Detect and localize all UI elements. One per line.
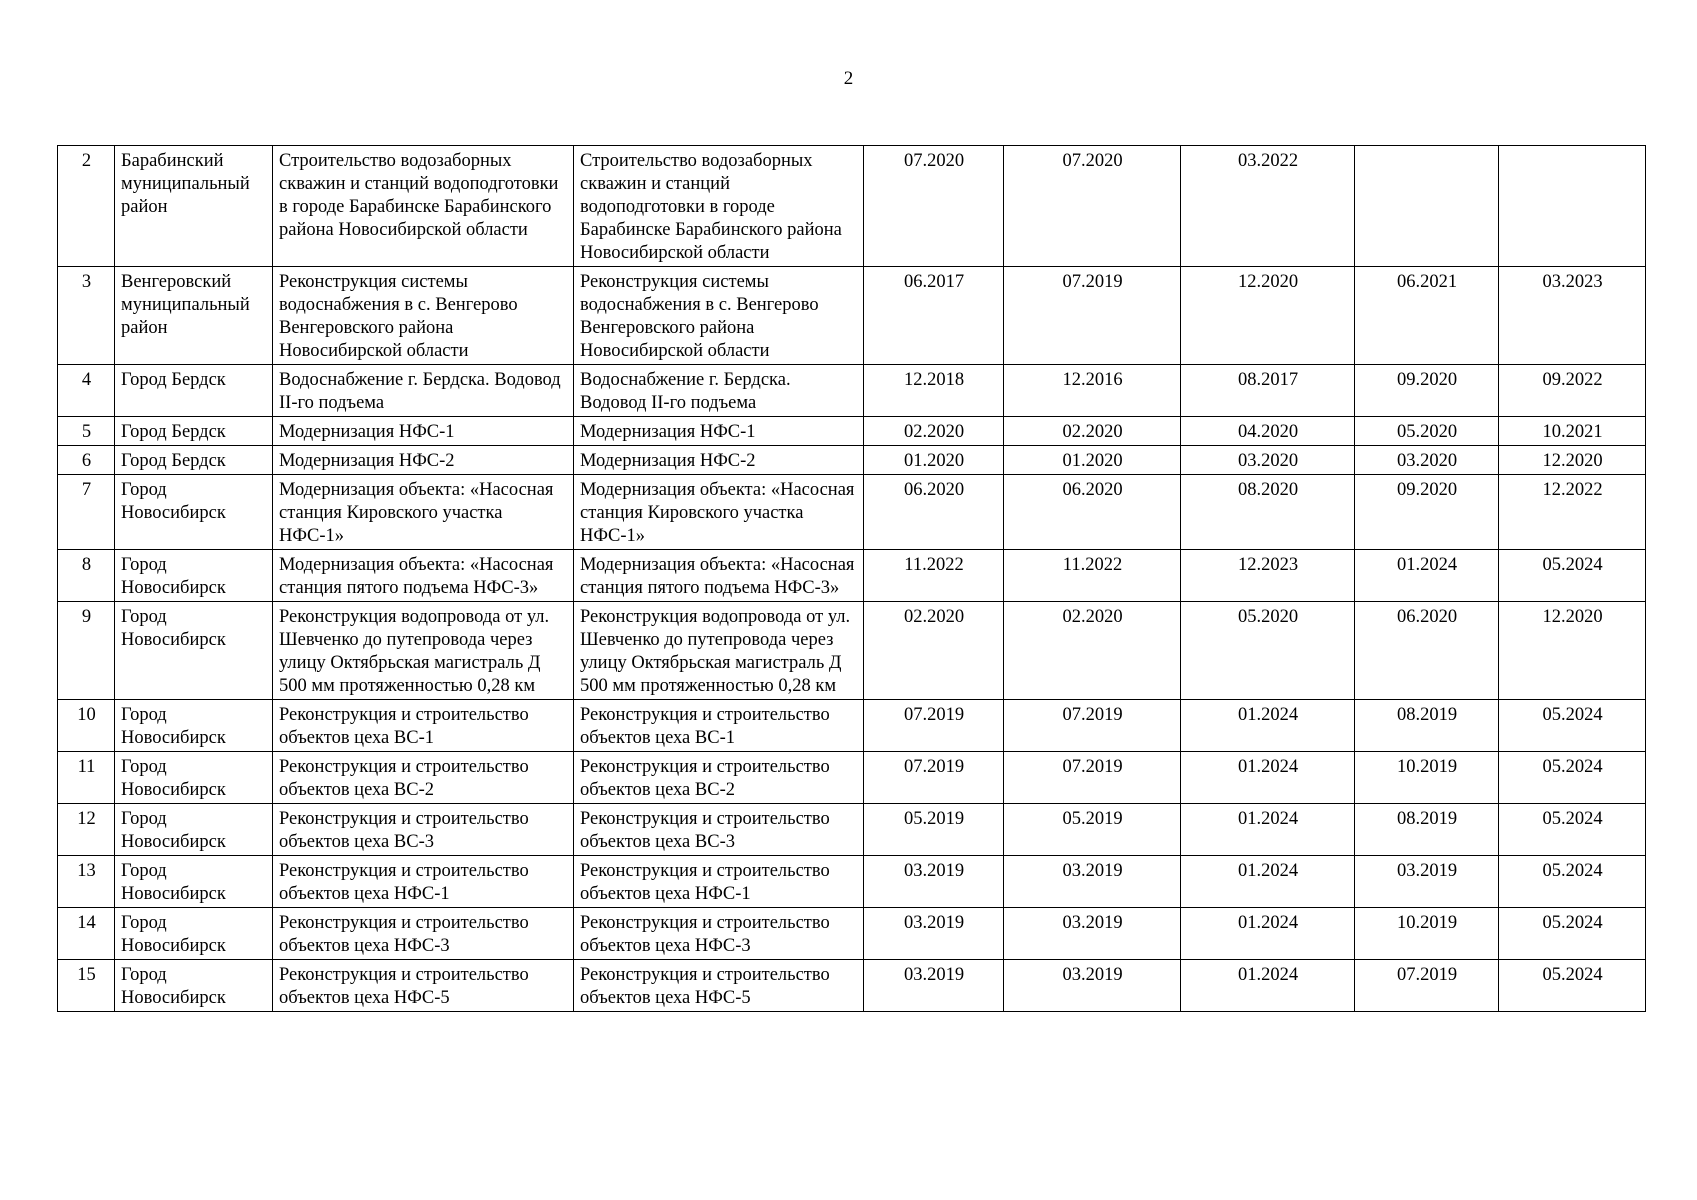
table-body bbox=[58, 146, 1646, 1012]
date-5-cell: 05.2024 bbox=[1499, 804, 1646, 856]
project-cell: Реконструкция и строительство объектов цеха ВС-1 bbox=[273, 700, 574, 752]
object-cell: Модернизация объекта: «Насосная станция Кировского участка НФС-1» bbox=[574, 475, 864, 550]
object-cell: Реконструкция и строительство объектов цеха НФС-5 bbox=[574, 960, 864, 1012]
date-3-cell: 01.2024 bbox=[1181, 804, 1355, 856]
date-1-cell: 11.2022 bbox=[864, 550, 1004, 602]
date-4-cell: 09.2020 bbox=[1355, 365, 1499, 417]
date-5-cell: 09.2022 bbox=[1499, 365, 1646, 417]
table-row bbox=[58, 475, 1646, 550]
date-3-cell: 12.2023 bbox=[1181, 550, 1355, 602]
object-cell: Строительство водозаборных скважин и станций водоподготовки в городе Барабинске Барабинского района Новосибирской области bbox=[574, 146, 864, 267]
date-2-cell: 11.2022 bbox=[1004, 550, 1181, 602]
date-5-cell: 05.2024 bbox=[1499, 856, 1646, 908]
object-cell: Модернизация НФС-2 bbox=[574, 446, 864, 475]
date-2-cell: 03.2019 bbox=[1004, 856, 1181, 908]
table-row bbox=[58, 446, 1646, 475]
object-cell: Реконструкция и строительство объектов цеха ВС-1 bbox=[574, 700, 864, 752]
row-number: 10 bbox=[58, 700, 115, 752]
project-cell: Модернизация НФС-2 bbox=[273, 446, 574, 475]
date-2-cell: 07.2019 bbox=[1004, 700, 1181, 752]
district-cell: Барабинский муниципальный район bbox=[115, 146, 273, 267]
date-1-cell: 01.2020 bbox=[864, 446, 1004, 475]
project-cell: Реконструкция водопровода от ул. Шевченко до путепровода через улицу Октябрьская магистраль Д 500 мм протяженностью 0,28 км bbox=[273, 602, 574, 700]
date-1-cell: 03.2019 bbox=[864, 908, 1004, 960]
table-row bbox=[58, 550, 1646, 602]
date-4-cell: 03.2019 bbox=[1355, 856, 1499, 908]
date-2-cell: 01.2020 bbox=[1004, 446, 1181, 475]
date-5-cell: 03.2023 bbox=[1499, 267, 1646, 365]
date-3-cell: 04.2020 bbox=[1181, 417, 1355, 446]
project-cell: Реконструкция и строительство объектов цеха НФС-3 bbox=[273, 908, 574, 960]
date-2-cell: 07.2020 bbox=[1004, 146, 1181, 267]
row-number: 14 bbox=[58, 908, 115, 960]
row-number: 15 bbox=[58, 960, 115, 1012]
row-number: 4 bbox=[58, 365, 115, 417]
date-3-cell: 03.2020 bbox=[1181, 446, 1355, 475]
district-cell: Город Новосибирск bbox=[115, 475, 273, 550]
date-3-cell: 12.2020 bbox=[1181, 267, 1355, 365]
date-3-cell: 08.2017 bbox=[1181, 365, 1355, 417]
table-row bbox=[58, 365, 1646, 417]
date-2-cell: 07.2019 bbox=[1004, 752, 1181, 804]
date-3-cell: 01.2024 bbox=[1181, 700, 1355, 752]
date-4-cell: 06.2021 bbox=[1355, 267, 1499, 365]
project-cell: Модернизация НФС-1 bbox=[273, 417, 574, 446]
project-cell: Реконструкция и строительство объектов цеха НФС-5 bbox=[273, 960, 574, 1012]
table-row bbox=[58, 908, 1646, 960]
date-1-cell: 07.2020 bbox=[864, 146, 1004, 267]
date-1-cell: 03.2019 bbox=[864, 960, 1004, 1012]
project-cell: Строительство водозаборных скважин и станций водоподготовки в городе Барабинске Барабинского района Новосибирской области bbox=[273, 146, 574, 267]
date-3-cell: 05.2020 bbox=[1181, 602, 1355, 700]
district-cell: Город Новосибирск bbox=[115, 856, 273, 908]
date-5-cell: 05.2024 bbox=[1499, 908, 1646, 960]
object-cell: Модернизация объекта: «Насосная станция пятого подъема НФС-3» bbox=[574, 550, 864, 602]
date-4-cell: 07.2019 bbox=[1355, 960, 1499, 1012]
district-cell: Город Новосибирск bbox=[115, 700, 273, 752]
object-cell: Реконструкция водопровода от ул. Шевченко до путепровода через улицу Октябрьская магистраль Д 500 мм протяженностью 0,28 км bbox=[574, 602, 864, 700]
schedule-table bbox=[57, 145, 1646, 1012]
date-2-cell: 07.2019 bbox=[1004, 267, 1181, 365]
district-cell: Город Новосибирск bbox=[115, 960, 273, 1012]
date-5-cell: 05.2024 bbox=[1499, 550, 1646, 602]
project-cell: Реконструкция и строительство объектов цеха ВС-3 bbox=[273, 804, 574, 856]
table-row bbox=[58, 267, 1646, 365]
date-4-cell: 06.2020 bbox=[1355, 602, 1499, 700]
row-number: 7 bbox=[58, 475, 115, 550]
date-2-cell: 06.2020 bbox=[1004, 475, 1181, 550]
row-number: 3 bbox=[58, 267, 115, 365]
date-4-cell: 01.2024 bbox=[1355, 550, 1499, 602]
table-row bbox=[58, 700, 1646, 752]
project-cell: Модернизация объекта: «Насосная станция пятого подъема НФС-3» bbox=[273, 550, 574, 602]
date-1-cell: 12.2018 bbox=[864, 365, 1004, 417]
page-number: 2 bbox=[843, 68, 854, 89]
project-cell: Водоснабжение г. Бердска. Водовод II-го подъема bbox=[273, 365, 574, 417]
date-4-cell: 10.2019 bbox=[1355, 752, 1499, 804]
table-row bbox=[58, 960, 1646, 1012]
table-row bbox=[58, 856, 1646, 908]
district-cell: Город Бердск bbox=[115, 417, 273, 446]
district-cell: Венгеровский муниципальный район bbox=[115, 267, 273, 365]
date-5-cell: 10.2021 bbox=[1499, 417, 1646, 446]
row-number: 8 bbox=[58, 550, 115, 602]
date-5-cell: 05.2024 bbox=[1499, 752, 1646, 804]
date-2-cell: 03.2019 bbox=[1004, 908, 1181, 960]
district-cell: Город Бердск bbox=[115, 446, 273, 475]
date-1-cell: 07.2019 bbox=[864, 700, 1004, 752]
table-row bbox=[58, 804, 1646, 856]
row-number: 12 bbox=[58, 804, 115, 856]
date-1-cell: 06.2017 bbox=[864, 267, 1004, 365]
date-1-cell: 02.2020 bbox=[864, 417, 1004, 446]
date-5-cell bbox=[1499, 146, 1646, 267]
date-5-cell: 05.2024 bbox=[1499, 960, 1646, 1012]
row-number: 11 bbox=[58, 752, 115, 804]
object-cell: Реконструкция и строительство объектов цеха ВС-2 bbox=[574, 752, 864, 804]
table-row bbox=[58, 146, 1646, 267]
date-1-cell: 05.2019 bbox=[864, 804, 1004, 856]
date-2-cell: 02.2020 bbox=[1004, 417, 1181, 446]
date-3-cell: 08.2020 bbox=[1181, 475, 1355, 550]
table-row bbox=[58, 417, 1646, 446]
object-cell: Реконструкция системы водоснабжения в с. Венгерово Венгеровского района Новосибирской области bbox=[574, 267, 864, 365]
date-2-cell: 05.2019 bbox=[1004, 804, 1181, 856]
district-cell: Город Новосибирск bbox=[115, 550, 273, 602]
date-3-cell: 01.2024 bbox=[1181, 752, 1355, 804]
object-cell: Модернизация НФС-1 bbox=[574, 417, 864, 446]
district-cell: Город Новосибирск bbox=[115, 752, 273, 804]
project-cell: Реконструкция и строительство объектов цеха ВС-2 bbox=[273, 752, 574, 804]
object-cell: Реконструкция и строительство объектов цеха ВС-3 bbox=[574, 804, 864, 856]
date-5-cell: 05.2024 bbox=[1499, 700, 1646, 752]
date-3-cell: 01.2024 bbox=[1181, 908, 1355, 960]
date-5-cell: 12.2022 bbox=[1499, 475, 1646, 550]
row-number: 6 bbox=[58, 446, 115, 475]
project-cell: Реконструкция системы водоснабжения в с. Венгерово Венгеровского района Новосибирской области bbox=[273, 267, 574, 365]
date-3-cell: 01.2024 bbox=[1181, 960, 1355, 1012]
district-cell: Город Новосибирск bbox=[115, 804, 273, 856]
row-number: 5 bbox=[58, 417, 115, 446]
object-cell: Водоснабжение г. Бердска. Водовод II-го подъема bbox=[574, 365, 864, 417]
date-5-cell: 12.2020 bbox=[1499, 446, 1646, 475]
date-1-cell: 07.2019 bbox=[864, 752, 1004, 804]
object-cell: Реконструкция и строительство объектов цеха НФС-3 bbox=[574, 908, 864, 960]
date-1-cell: 06.2020 bbox=[864, 475, 1004, 550]
project-cell: Модернизация объекта: «Насосная станция Кировского участка НФС-1» bbox=[273, 475, 574, 550]
row-number: 2 bbox=[58, 146, 115, 267]
table-row bbox=[58, 752, 1646, 804]
date-2-cell: 03.2019 bbox=[1004, 960, 1181, 1012]
date-4-cell: 03.2020 bbox=[1355, 446, 1499, 475]
object-cell: Реконструкция и строительство объектов цеха НФС-1 bbox=[574, 856, 864, 908]
table-row bbox=[58, 602, 1646, 700]
date-1-cell: 03.2019 bbox=[864, 856, 1004, 908]
district-cell: Город Новосибирск bbox=[115, 908, 273, 960]
date-2-cell: 12.2016 bbox=[1004, 365, 1181, 417]
date-1-cell: 02.2020 bbox=[864, 602, 1004, 700]
date-3-cell: 03.2022 bbox=[1181, 146, 1355, 267]
date-4-cell bbox=[1355, 146, 1499, 267]
date-4-cell: 10.2019 bbox=[1355, 908, 1499, 960]
date-4-cell: 08.2019 bbox=[1355, 804, 1499, 856]
date-4-cell: 09.2020 bbox=[1355, 475, 1499, 550]
district-cell: Город Новосибирск bbox=[115, 602, 273, 700]
date-5-cell: 12.2020 bbox=[1499, 602, 1646, 700]
date-2-cell: 02.2020 bbox=[1004, 602, 1181, 700]
date-4-cell: 08.2019 bbox=[1355, 700, 1499, 752]
date-3-cell: 01.2024 bbox=[1181, 856, 1355, 908]
project-cell: Реконструкция и строительство объектов цеха НФС-1 bbox=[273, 856, 574, 908]
row-number: 9 bbox=[58, 602, 115, 700]
date-4-cell: 05.2020 bbox=[1355, 417, 1499, 446]
district-cell: Город Бердск bbox=[115, 365, 273, 417]
row-number: 13 bbox=[58, 856, 115, 908]
